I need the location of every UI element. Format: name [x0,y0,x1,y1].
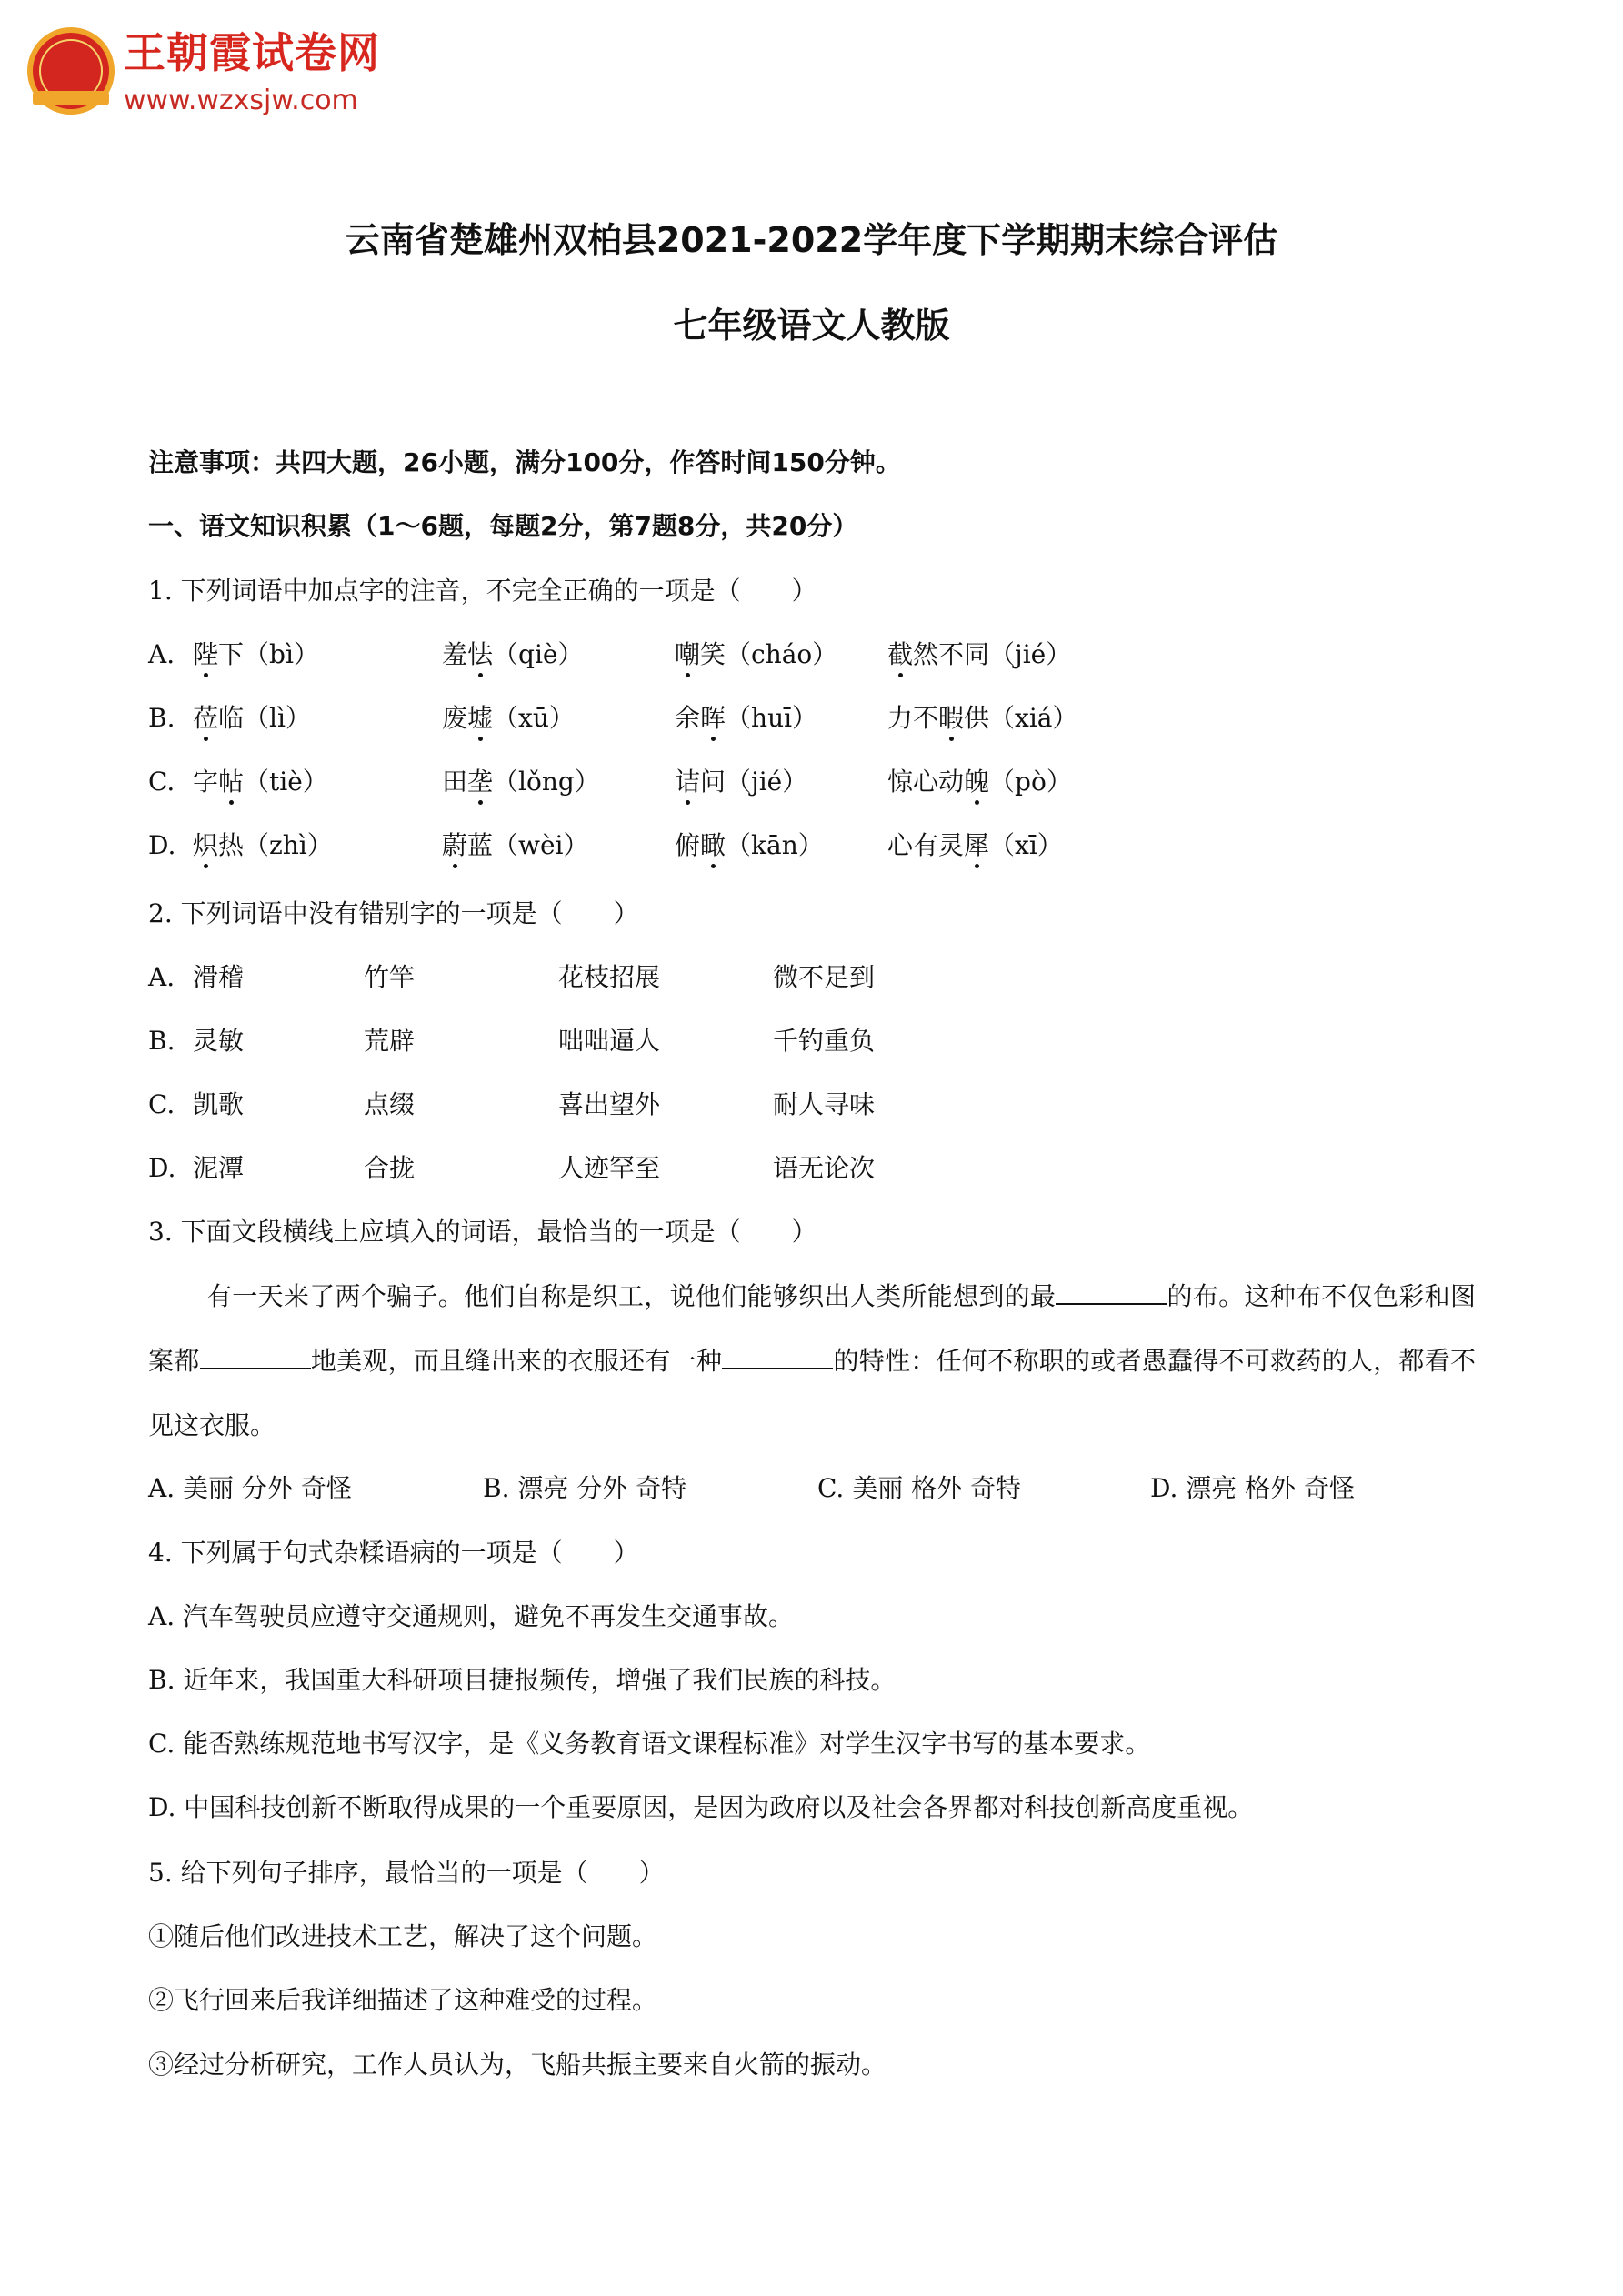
word: 点缀 [364,1089,416,1119]
word: 咄咄逼人 [558,1026,661,1056]
word: 千钓重负 [773,1026,876,1056]
fill-blank [722,1342,833,1369]
option-item: 俯瞰（kān） [675,827,824,864]
question-4-stem: 4. 下列属于句式杂糅语病的一项是（ ） [148,1538,639,1568]
option-item: 截然不同（jié） [887,637,1071,673]
exam-title: 云南省楚雄州双柏县2021-2022学年度下学期期末综合评估 [345,220,1278,260]
question-4-option-c: C. 能否熟练规范地书写汉字，是《义务教育语文课程标准》对学生汉字书写的基本要求。 [148,1729,1151,1759]
question-5-sentence: ①随后他们改进技术工艺，解决了这个问题。 [148,1921,658,1951]
option-item: 陛下（bì） [193,637,319,673]
option-item: 炽热（zhì） [193,827,333,864]
word: 滑稽 [193,962,245,992]
option-item: 莅临（lì） [193,700,311,737]
site-logo [25,22,407,124]
question-4-option-d: D. 中国科技创新不断取得成果的一个重要原因，是因为政府以及社会各界都对科技创新高度重视。 [148,1792,1254,1822]
question-5-sentence: ②飞行回来后我详细描述了这种难受的过程。 [148,1985,658,2015]
word: 花枝招展 [558,962,661,992]
section-heading-1: 一、语文知识积累（1～6题，每题2分，第7题8分，共20分） [148,511,858,541]
word: 语无论次 [773,1153,876,1183]
word: 竹竿 [364,962,416,992]
question-1-stem: 1. 下列词语中加点字的注音，不完全正确的一项是（ ） [148,576,817,606]
fill-blank [200,1342,311,1369]
option-item: 惊心动魄（pò） [887,764,1072,800]
word: 人迹罕至 [558,1153,661,1183]
seal-icon [25,25,116,116]
option-item: 余晖（huī） [675,700,817,737]
word: 耐人寻味 [773,1089,876,1119]
option-item: 蔚蓝（wèi） [442,827,589,864]
question-3-option-a: A. 美丽 分外 奇怪 [148,1473,352,1503]
question-3-passage: 有一天来了两个骗子。他们自称是织工，说他们能够织出人类所能想到的最 的布。这种布不仅色彩和图案都 地美观，而且缝出来的衣服还有一种 的特性：任何不称职的或者愚蠢得不可救药的人，都看不见这衣服。 [148,1264,1476,1458]
notice: 注意事项：共四大题，26小题，满分100分，作答时间150分钟。 [148,447,901,477]
brand-name: 王朝霞试卷网 [124,28,380,77]
option-item: 废墟（xū） [442,700,575,737]
exam-subtitle: 七年级语文人教版 [673,306,950,346]
option-item: 力不暇供（xiá） [887,700,1077,737]
fill-blank [1056,1278,1167,1305]
option-item: 字帖（tiè） [193,764,328,800]
word: 凯歌 [193,1089,245,1119]
question-3-option-d: D. 漂亮 格外 奇怪 [1150,1473,1356,1503]
word: 喜出望外 [558,1089,661,1119]
word: 荒辟 [364,1026,416,1056]
word: 灵敏 [193,1026,245,1056]
option-item: 羞怯（qiè） [442,637,583,673]
question-3-stem: 3. 下面文段横线上应填入的词语，最恰当的一项是（ ） [148,1217,817,1247]
question-3-option-c: C. 美丽 格外 奇特 [817,1473,1022,1503]
word: 泥潭 [193,1153,245,1183]
question-5-stem: 5. 给下列句子排序，最恰当的一项是（ ） [148,1858,665,1888]
option-item: 心有灵犀（xī） [887,827,1063,864]
option-item: 田垄（lǒng） [442,764,600,800]
question-4-option-a: A. 汽车驾驶员应遵守交通规则，避免不再发生交通事故。 [148,1601,795,1631]
question-5-sentence: ③经过分析研究，工作人员认为，飞船共振主要来自火箭的振动。 [148,2050,887,2080]
word: 微不足到 [773,962,876,992]
word: 合拢 [364,1153,416,1183]
question-3-option-b: B. 漂亮 分外 奇特 [483,1473,687,1503]
question-2-stem: 2. 下列词语中没有错别字的一项是（ ） [148,898,639,928]
option-item: 诘问（jié） [675,764,807,800]
option-item: 嘲笑（cháo） [675,637,837,673]
question-4-option-b: B. 近年来，我国重大科研项目捷报频传，增强了我们民族的科技。 [148,1665,897,1695]
brand-url[interactable]: www.wzxsjw.com [124,85,358,116]
